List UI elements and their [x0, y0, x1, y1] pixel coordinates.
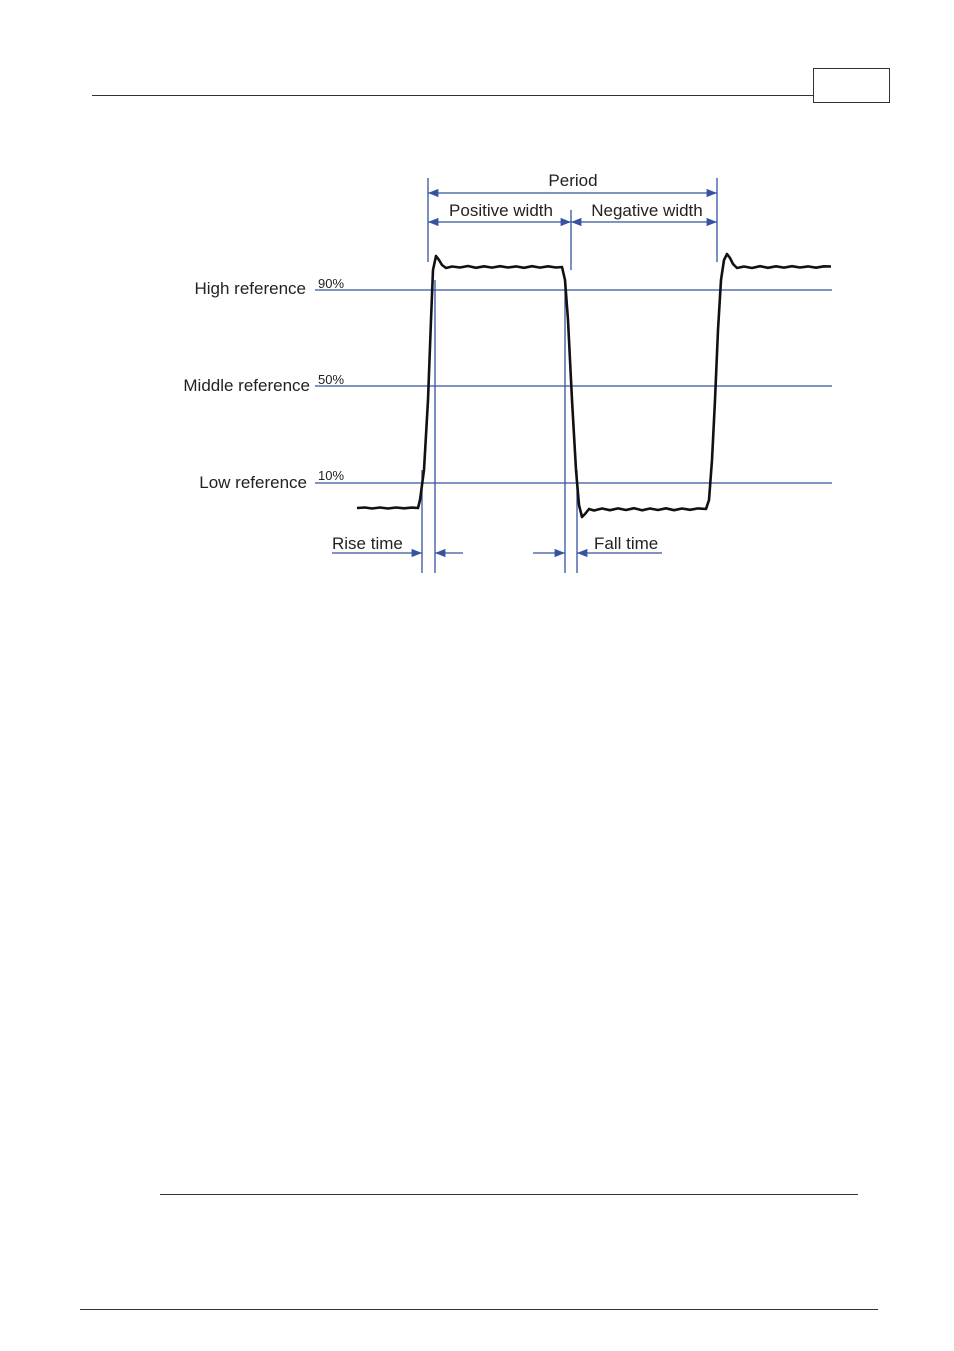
positive-width-label: Positive width — [449, 201, 553, 220]
negative-width-label: Negative width — [591, 201, 703, 220]
high-reference-label: High reference — [194, 279, 306, 298]
middle-reference-percent: 50% — [318, 372, 345, 387]
rise-time-label: Rise time — [332, 534, 403, 553]
high-reference-percent: 90% — [318, 276, 345, 291]
fall-time-label: Fall time — [594, 534, 659, 553]
section-rule — [160, 1194, 858, 1195]
middle-reference-label: Middle reference — [183, 376, 310, 395]
low-reference-percent: 10% — [318, 468, 345, 483]
footer-rule — [80, 1309, 878, 1310]
period-label: Period — [548, 171, 598, 190]
low-reference-label: Low reference — [199, 473, 307, 492]
